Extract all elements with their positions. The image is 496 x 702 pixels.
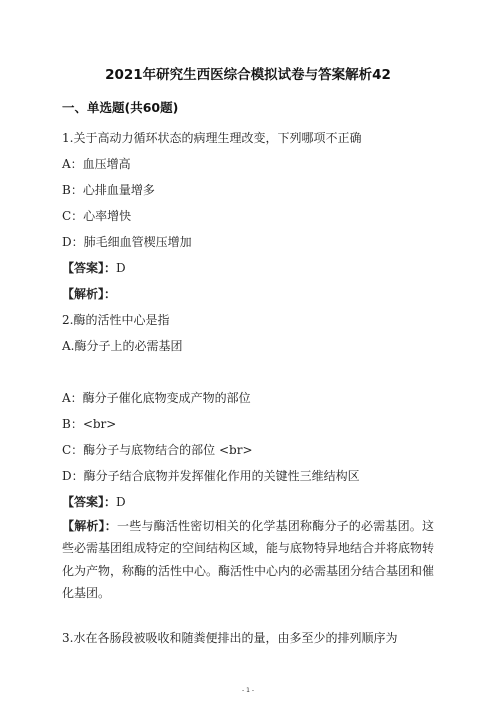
- question-1-option-b: B：心排血量增多: [62, 183, 155, 197]
- question-2-answer: [62, 494, 126, 510]
- question-1-stem: 1.关于高动力循环状态的病理生理改变，下列哪项不正确: [62, 131, 362, 145]
- question-1-option-a: A：血压增高: [62, 157, 131, 171]
- question-2-stem: 2.酶的活性中心是指: [62, 313, 170, 327]
- page-number: - 1 -: [242, 687, 254, 694]
- section-heading: 一、单选题(共60题): [62, 100, 179, 115]
- answer-value: D: [116, 495, 126, 509]
- question-1-option-c: C：心率增快: [62, 209, 132, 223]
- document-title: 2021年研究生西医综合模拟试卷与答案解析42: [105, 67, 391, 83]
- question-2-option-b: B：<br>: [62, 417, 117, 431]
- question-2-option-a: A：酶分子催化底物变成产物的部位: [62, 391, 251, 405]
- question-1-option-d: D：肺毛细血管楔压增加: [62, 235, 192, 249]
- analysis-label: 【解析】：: [62, 287, 117, 301]
- question-2-option-c: C：酶分子与底物结合的部位 <br>: [62, 443, 253, 457]
- question-1-analysis: [62, 286, 116, 302]
- question-2-analysis: [62, 515, 434, 604]
- question-2-option-d: D：酶分子结合底物并发挥催化作用的关键性三维结构区: [62, 469, 360, 483]
- answer-label: 【答案】：: [62, 495, 117, 509]
- analysis-text: 一些与酶活性密切相关的化学基团称酶分子的必需基团。这些必需基团组成特定的空间结构区域，能与底物特异地结合并将底物转化为产物，称酶的活性中心。酶活性中心内的必需基团分结合基团和催化基团。: [62, 519, 435, 600]
- question-3-stem: 3.水在各肠段被吸收和随粪便排出的量，由多至少的排列顺序为: [62, 631, 398, 645]
- answer-value: D: [116, 261, 126, 275]
- answer-label: 【答案】：: [62, 261, 117, 275]
- question-1-answer: [62, 260, 126, 276]
- analysis-label: 【解析】：: [62, 519, 117, 533]
- question-2-extra-line: A.酶分子上的必需基团: [62, 339, 183, 353]
